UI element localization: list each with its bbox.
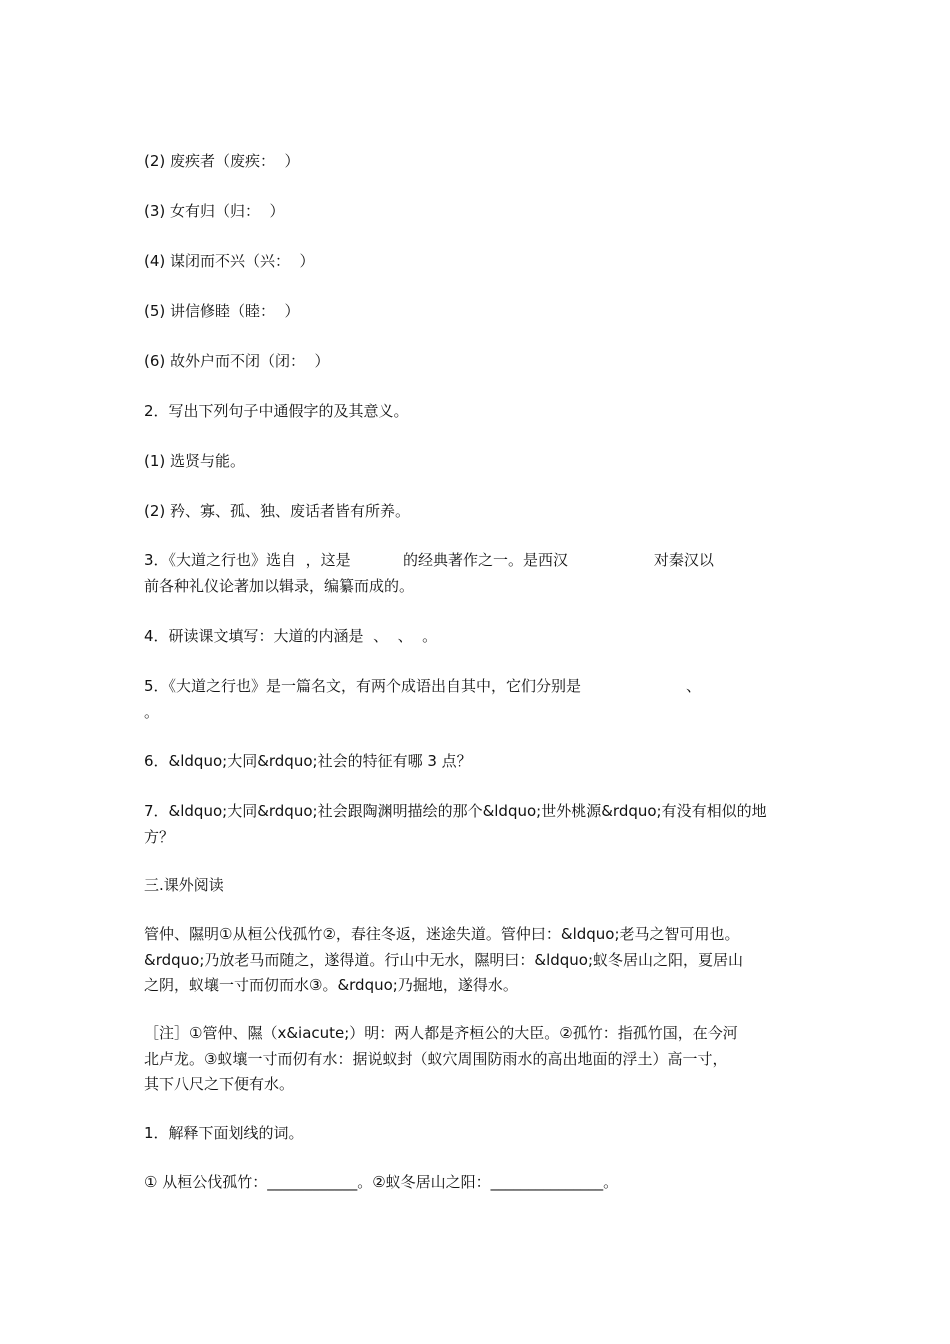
question-line-2-2b: (2) 矜、寡、孤、独、废话者皆有所养。 [144,502,411,520]
passage-line-1: 管仲、隰明①从桓公伐孤竹②，春往冬返，迷途失道。管仲曰：&ldquo;老马之智可用也。 [144,925,740,943]
reading-question-1: 1．解释下面划线的词。 [144,1124,304,1142]
question-line-2-5: (5) 讲信修睦（睦： ） [144,302,300,320]
reading-question-1-blanks: ① 从桓公伐孤竹：____________。②蚁冬居山之阳：_______________。 [144,1173,619,1191]
passage-line-3: 之阴，蚁壤一寸而仞而水③。&rdquo;乃掘地，遂得水。 [144,976,518,994]
question-line-2-3: (3) 女有归（归： ） [144,202,285,220]
question-7-line-2: 方？ [144,828,175,846]
question-6: 6．&ldquo;大同&rdquo;社会的特征有哪 3 点？ [144,752,472,770]
question-3-line-2: 前各种礼仪论著加以辑录，编纂而成的。 [144,577,415,595]
question-7-line-1: 7．&ldquo;大同&rdquo;社会跟陶渊明描绘的那个&ldquo;世外桃源&rdquo;有没有相似的地 [144,802,767,820]
note-line-3: 其下八尺之下便有水。 [144,1075,295,1093]
question-line-2-4: (4) 谋闭而不兴（兴： ） [144,252,315,270]
note-line-2: 北卢龙。③蚁壤一寸而仞有水：据说蚁封（蚁穴周围防雨水的高出地面的浮土）高一寸， [144,1050,728,1068]
question-line-2-1b: (1) 选贤与能。 [144,452,246,470]
note-line-1: ［注］①管仲、隰（x&iacute;）明：两人都是齐桓公的大臣。②孤竹：指孤竹国，在今河 [144,1024,738,1042]
question-line-2-2: (2) 废疾者（废疾： ） [144,152,300,170]
passage-line-2: &rdquo;乃放老马而随之，遂得道。行山中无水，隰明曰：&ldquo;蚁冬居山之阳，夏居山 [144,951,744,969]
section-heading-extracurricular: 三.课外阅读 [144,876,224,894]
question-line-2-6: (6) 故外户而不闭（闭： ） [144,352,330,370]
question-4: 4．研读课文填写：大道的内涵是 、 、 。 [144,627,438,645]
question-5-line-2: 。 [144,703,160,721]
question-3-line-1: 3．《大道之行也》选自 ，这是 的经典著作之一。是西汉 对秦汉以 [144,551,714,569]
question-5-line-1: 5．《大道之行也》是一篇名文，有两个成语出自其中，它们分别是 、 [144,677,701,695]
question-2-heading: 2．写出下列句子中通假字的及其意义。 [144,402,409,420]
